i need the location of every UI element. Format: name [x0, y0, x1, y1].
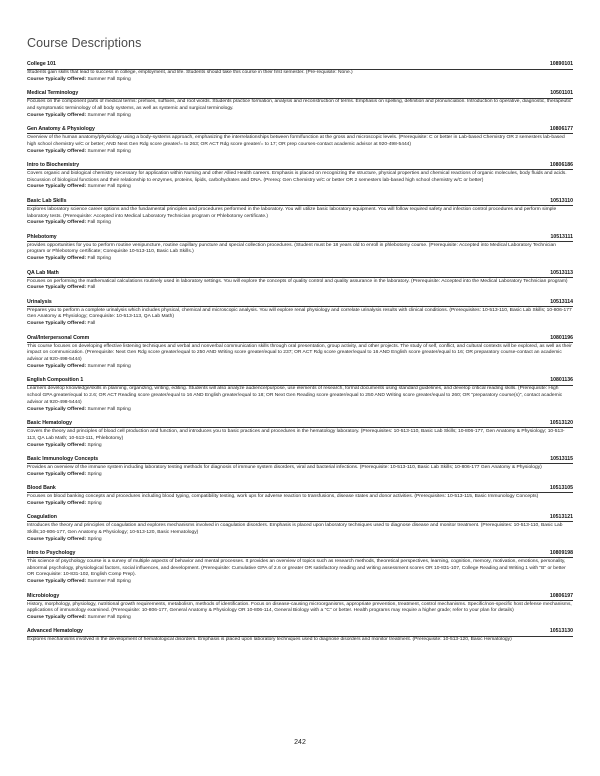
course-description: Covers the theory and principles of blood cell production and function, and introduces you to basic practices and procedures in the hematology laboratory. (Prerequisites: 10-513-110, Basic Lab Skills; 10-806-177, Gen Anatomy & Physiology; 10-513-113, QA Lab Math; 10-513-111, Phlebotomy) — [27, 428, 565, 441]
course-title: Phlebotomy — [27, 233, 57, 240]
offered-terms: Fall — [87, 321, 96, 327]
course-description: Explores mechanisms involved in the development of hematological disorders. Emphasis is placed upon laboratory techniques used to diagnose disorders and monitor treatment. (Prerequisite: 10-513-120, Basic Hematology) — [27, 637, 512, 643]
offered-terms: Summer Fall Spring — [87, 579, 131, 585]
course-description: This course focuses on developing effective listening techniques and verbal and nonverbal communication skills through oral presentation, group activity, and other projects. The study of self, conflict, and cultural contexts will be explored, as well as their impact on communication. (Prerequisite: Next Gen Rdg score greater/equal to 250 AND Writing score greater/equal to 237; OR ACT Rdg score greater/equal to 16 AND English score greater/equal to 16; OR preparatory course-contact an academic advisor at 920-498-5444) — [27, 343, 572, 363]
offered-label: Course Typically Offered: — [27, 321, 87, 327]
course-title: Basic Lab Skills — [27, 197, 67, 204]
course-code: 10801136 — [550, 377, 573, 384]
offered-terms: Summer Fall Spring — [87, 112, 131, 118]
course-title: Basic Immunology Concepts — [27, 455, 99, 462]
offered-terms: Summer Fall Spring — [87, 406, 131, 412]
course-code: 10513111 — [550, 233, 573, 240]
course-entry — [27, 593, 573, 622]
course-list — [27, 61, 573, 644]
course-header — [27, 126, 573, 135]
offered-terms: Fall — [87, 285, 96, 291]
course-entry — [27, 162, 573, 191]
course-offered — [27, 579, 573, 586]
course-header — [27, 162, 573, 171]
course-offered — [27, 149, 573, 156]
offered-terms: Summer Fall Spring — [87, 148, 131, 154]
course-offered — [27, 256, 573, 263]
course-offered — [27, 615, 573, 622]
course-offered — [27, 220, 573, 227]
course-title: QA Lab Math — [27, 269, 59, 276]
offered-terms: Spring — [87, 536, 102, 542]
course-entry — [27, 126, 573, 155]
course-offered — [27, 77, 573, 84]
course-offered — [27, 184, 573, 191]
course-code: 10890101 — [549, 61, 573, 67]
offered-label: Course Typically Offered: — [27, 406, 87, 412]
course-code: 10501101 — [550, 90, 573, 97]
course-header — [27, 270, 573, 279]
course-description: Focuses on the component parts of medical terms: prefixes, suffixes, and root words. Students practice formation, analysis and reconstruction of terms. Emphasis on spelling, definition and pronunciation. Introduction to operative, diagnostic, therapeutic and symptomatic terminology of all body systems, as well as systemic and surgical terminology. — [27, 99, 572, 111]
offered-terms: Spring — [87, 442, 102, 448]
course-title: Basic Hematology — [27, 419, 72, 426]
course-title: Medical Terminology — [27, 90, 79, 97]
offered-label: Course Typically Offered: — [27, 184, 87, 190]
page-number: 242 — [294, 739, 306, 746]
course-title: Advanced Hematology — [27, 628, 83, 635]
course-offered — [27, 443, 573, 450]
course-offered — [27, 501, 573, 508]
course-header — [27, 456, 573, 465]
offered-terms: Summer Fall Spring — [87, 76, 131, 82]
course-entry — [27, 198, 573, 227]
course-title: Intro to Biochemistry — [27, 161, 80, 168]
course-title: Oral/Interpersonal Comm — [27, 334, 90, 341]
course-title: English Composition 1 — [27, 377, 84, 384]
offered-label: Course Typically Offered: — [27, 579, 87, 585]
offered-label: Course Typically Offered: — [27, 536, 87, 542]
course-code: 10513110 — [550, 197, 573, 204]
course-title: College 101 — [27, 61, 56, 67]
course-description: Introduces the theory and principles of coagulation and explores mechanisms involved in coagulation disorders. Emphasis is placed upon laboratory techniques used to diagnose disease and monitor treatment. (Prerequisites: 10-513-110, Basic Lab Skills;10-806-177, Gen Anatomy & Physiology; 10-513-120, Basic Hematology) — [27, 522, 563, 535]
offered-label: Course Typically Offered: — [27, 500, 87, 506]
course-entry — [27, 485, 573, 508]
course-entry — [27, 270, 573, 293]
course-entry — [27, 90, 573, 119]
course-description: This science of psychology course is a survey of multiple aspects of behavior and mental processes. It provides an overview of topics such as research methods, theoretical perspectives, learning, cognition, memory, motivation, emotions, personality, abnormal psychology, physiological factors, social influences, and development. (Prerequisite: Cumulative GPA of 2.6 or greater OR satisfactory reading and writing assessment scores OR 10-831-107, College Reading and Writing 1 with "B" or better OR Corequisite: 10-831-102, English Comp Prep). — [27, 558, 566, 578]
offered-label: Course Typically Offered: — [27, 112, 87, 118]
course-header — [27, 377, 573, 386]
course-description: Explores laboratory science career options and the fundamental principles and procedures performed in the laboratory. You will utilize basic laboratory equipment. You will follow required safety and infection control procedures and perform simple laboratory tests. (Prerequisite: Accepted into Medical Laboratory Technician program or Phlebotomy certificate.) — [27, 206, 557, 219]
course-header — [27, 90, 573, 99]
course-entry — [27, 420, 573, 449]
course-code: 10513120 — [549, 419, 573, 426]
course-title: Blood Bank — [27, 484, 56, 491]
course-header — [27, 61, 573, 70]
course-header — [27, 485, 573, 494]
course-entry — [27, 514, 573, 543]
course-header — [27, 628, 573, 637]
course-code: 10513105 — [549, 484, 573, 491]
course-offered — [27, 113, 573, 120]
offered-label: Course Typically Offered: — [27, 615, 87, 621]
offered-label: Course Typically Offered: — [27, 285, 87, 291]
offered-label: Course Typically Offered: — [27, 442, 87, 448]
course-header — [27, 593, 573, 602]
course-header — [27, 335, 573, 344]
course-code: 10513121 — [549, 513, 573, 520]
course-code: 10806197 — [549, 592, 573, 599]
offered-terms: Spring — [87, 500, 102, 506]
course-code: 10806177 — [549, 125, 573, 132]
course-offered — [27, 285, 573, 292]
course-title: Microbiology — [27, 592, 60, 599]
course-description: Learners develop knowledge/skills in planning, organizing, writing, editing. Students will also analyze audience/purpose, use elements of research, format documents using standard guidelines, and develop critical reading skills. (Prerequisite: High school GPA greater/equal to 2.6; OR ACT Reading score greater/equal to 16 AND English greater/equal to 18; OR Next Gen Reading score greater/equal to 250 AND Writing score greater/equal to 260; OR "preparatory course(s)", contact academic advisor at 920-498-5444) — [27, 386, 563, 405]
course-description: Focuses on performing the mathematical calculations routinely used in laboratory settings. You will explore the concepts of quality control and quality assurance in the laboratory. (Prerequisite: Accepted into the Medical Laboratory Technician program) — [27, 278, 568, 284]
document-page — [27, 36, 573, 651]
course-header — [27, 234, 573, 243]
course-title: Intro to Psychology — [27, 549, 76, 556]
offered-label: Course Typically Offered: — [27, 471, 87, 477]
course-header — [27, 198, 573, 207]
course-code: 10513115 — [550, 455, 573, 462]
course-code: 10513130 — [549, 628, 573, 635]
course-offered — [27, 537, 573, 544]
course-code: 10513113 — [550, 269, 573, 276]
course-code: 10513114 — [550, 298, 573, 305]
offered-terms: Summer Fall Spring — [87, 184, 131, 190]
course-entry — [27, 550, 573, 586]
course-offered — [27, 364, 573, 371]
course-entry — [27, 335, 573, 371]
course-description: Overview of the human anatomy/physiology using a body-systems approach, emphasizing the interrelationships between form/function at the gross and microscopic levels. (Prerequisite: C or better in Lab-based Chemistry OR 2 semesters lab-based high school chemistry w/C or better; AND Next Gen Rdg score greater/= to 263; OR ACT Rdg score greater/= to 17; OR prep courses-contact academic advisor at 920-498-5444) — [27, 134, 565, 147]
offered-label: Course Typically Offered: — [27, 148, 87, 154]
course-entry — [27, 299, 573, 328]
offered-terms: Spring — [87, 471, 102, 477]
offered-label: Course Typically Offered: — [27, 76, 87, 82]
course-offered — [27, 407, 573, 414]
course-entry — [27, 234, 573, 263]
course-description: Prepares you to perform a complete urinalysis which includes physical, chemical and microscopic analysis. You will explore renal physiology and correlate urinalysis results with clinical conditions. (Prerequisites: 10-513-110, Basic Lab Skills; 10-806-177 Gen Anatomy & Physiology; Corequisite: 10-513-113, QA Lab Math) — [27, 307, 572, 320]
course-header — [27, 514, 573, 523]
course-description: Focuses on blood banking concepts and procedures including blood typing, compatibility testing, work ups for adverse reaction to transfusions, disease states and donor activities. (Prerequisites: 10-513-115, Basic Immunology Concepts) — [27, 493, 539, 499]
offered-terms: Summer Fall Spring — [87, 363, 131, 369]
offered-label: Course Typically Offered: — [27, 220, 87, 226]
course-entry — [27, 377, 573, 413]
course-header — [27, 299, 573, 308]
offered-label: Course Typically Offered: — [27, 256, 87, 262]
course-code: 10806186 — [549, 161, 573, 168]
offered-terms: Fall Spring — [87, 220, 111, 226]
course-title: Urinalysis — [27, 298, 52, 305]
offered-terms: Summer Fall Spring — [87, 615, 131, 621]
page-title: Course Descriptions — [27, 36, 142, 50]
course-description: Students gain skills that lead to success in college, employment, and life. Students should take this course in their first semester. (Pre-requisite: None.) — [27, 70, 353, 75]
course-entry — [27, 456, 573, 479]
course-code: 10809198 — [549, 549, 573, 556]
course-code: 10801196 — [550, 334, 573, 341]
course-description: Covers organic and biological chemistry necessary for application within Nursing and other Allied Health careers. Emphasis is placed on recognizing the structure, physical properties and chemical reactions of organic molecules, body fluids and acids. Discussion of biological functions and their relationship to enzymes, proteins, lipids, carbohydrates and DNA. (Prereq: Gen Chemistry w/C or better OR 2 semesters lab-based high school chemistry w/C or better) — [27, 170, 567, 183]
course-entry — [27, 628, 573, 644]
course-description: History, morphology, physiology, nutritional growth requirements, metabolism, methods of identification. Focus on disease-causing microorganisms, appropriate prevention, treatment, control mechanisms. Specific/non-specific host defense mechanisms, applications of immunology examined. (Prerequisite: 10-806-177, General Anatomy & Physiology OR 10-806-114, General Biology with a "C" or better. Health programs may require a higher grade; refer to your plan for details) — [27, 601, 572, 614]
course-offered — [27, 321, 573, 328]
course-title: Coagulation — [27, 513, 57, 520]
course-header — [27, 420, 573, 429]
offered-terms: Fall Spring — [87, 256, 111, 262]
offered-label: Course Typically Offered: — [27, 363, 87, 369]
course-offered — [27, 472, 573, 479]
course-entry — [27, 61, 573, 84]
course-description: Provides an overview of the immune system including laboratory testing methods for diagnosis of immune system disorders, viral and bacterial infections. (Prerequisite: 10-513-110, Basic Lab Skills; 10-806-177 Gen Anatomy & Physiology) — [27, 464, 542, 470]
course-header — [27, 550, 573, 559]
course-description: provides opportunities for you to perform routine venipuncture, routine capillary puncture and special collection procedures. (Student must be 18 years old to enroll in phlebotomy course. (Prerequisite: Accepted into Medical Laboratory Technician program or Phlebotomy certificate; Corequisite 10-513-110, Basic Lab Skills.) — [27, 242, 556, 255]
course-title: Gen Anatomy & Physiology — [27, 125, 95, 132]
